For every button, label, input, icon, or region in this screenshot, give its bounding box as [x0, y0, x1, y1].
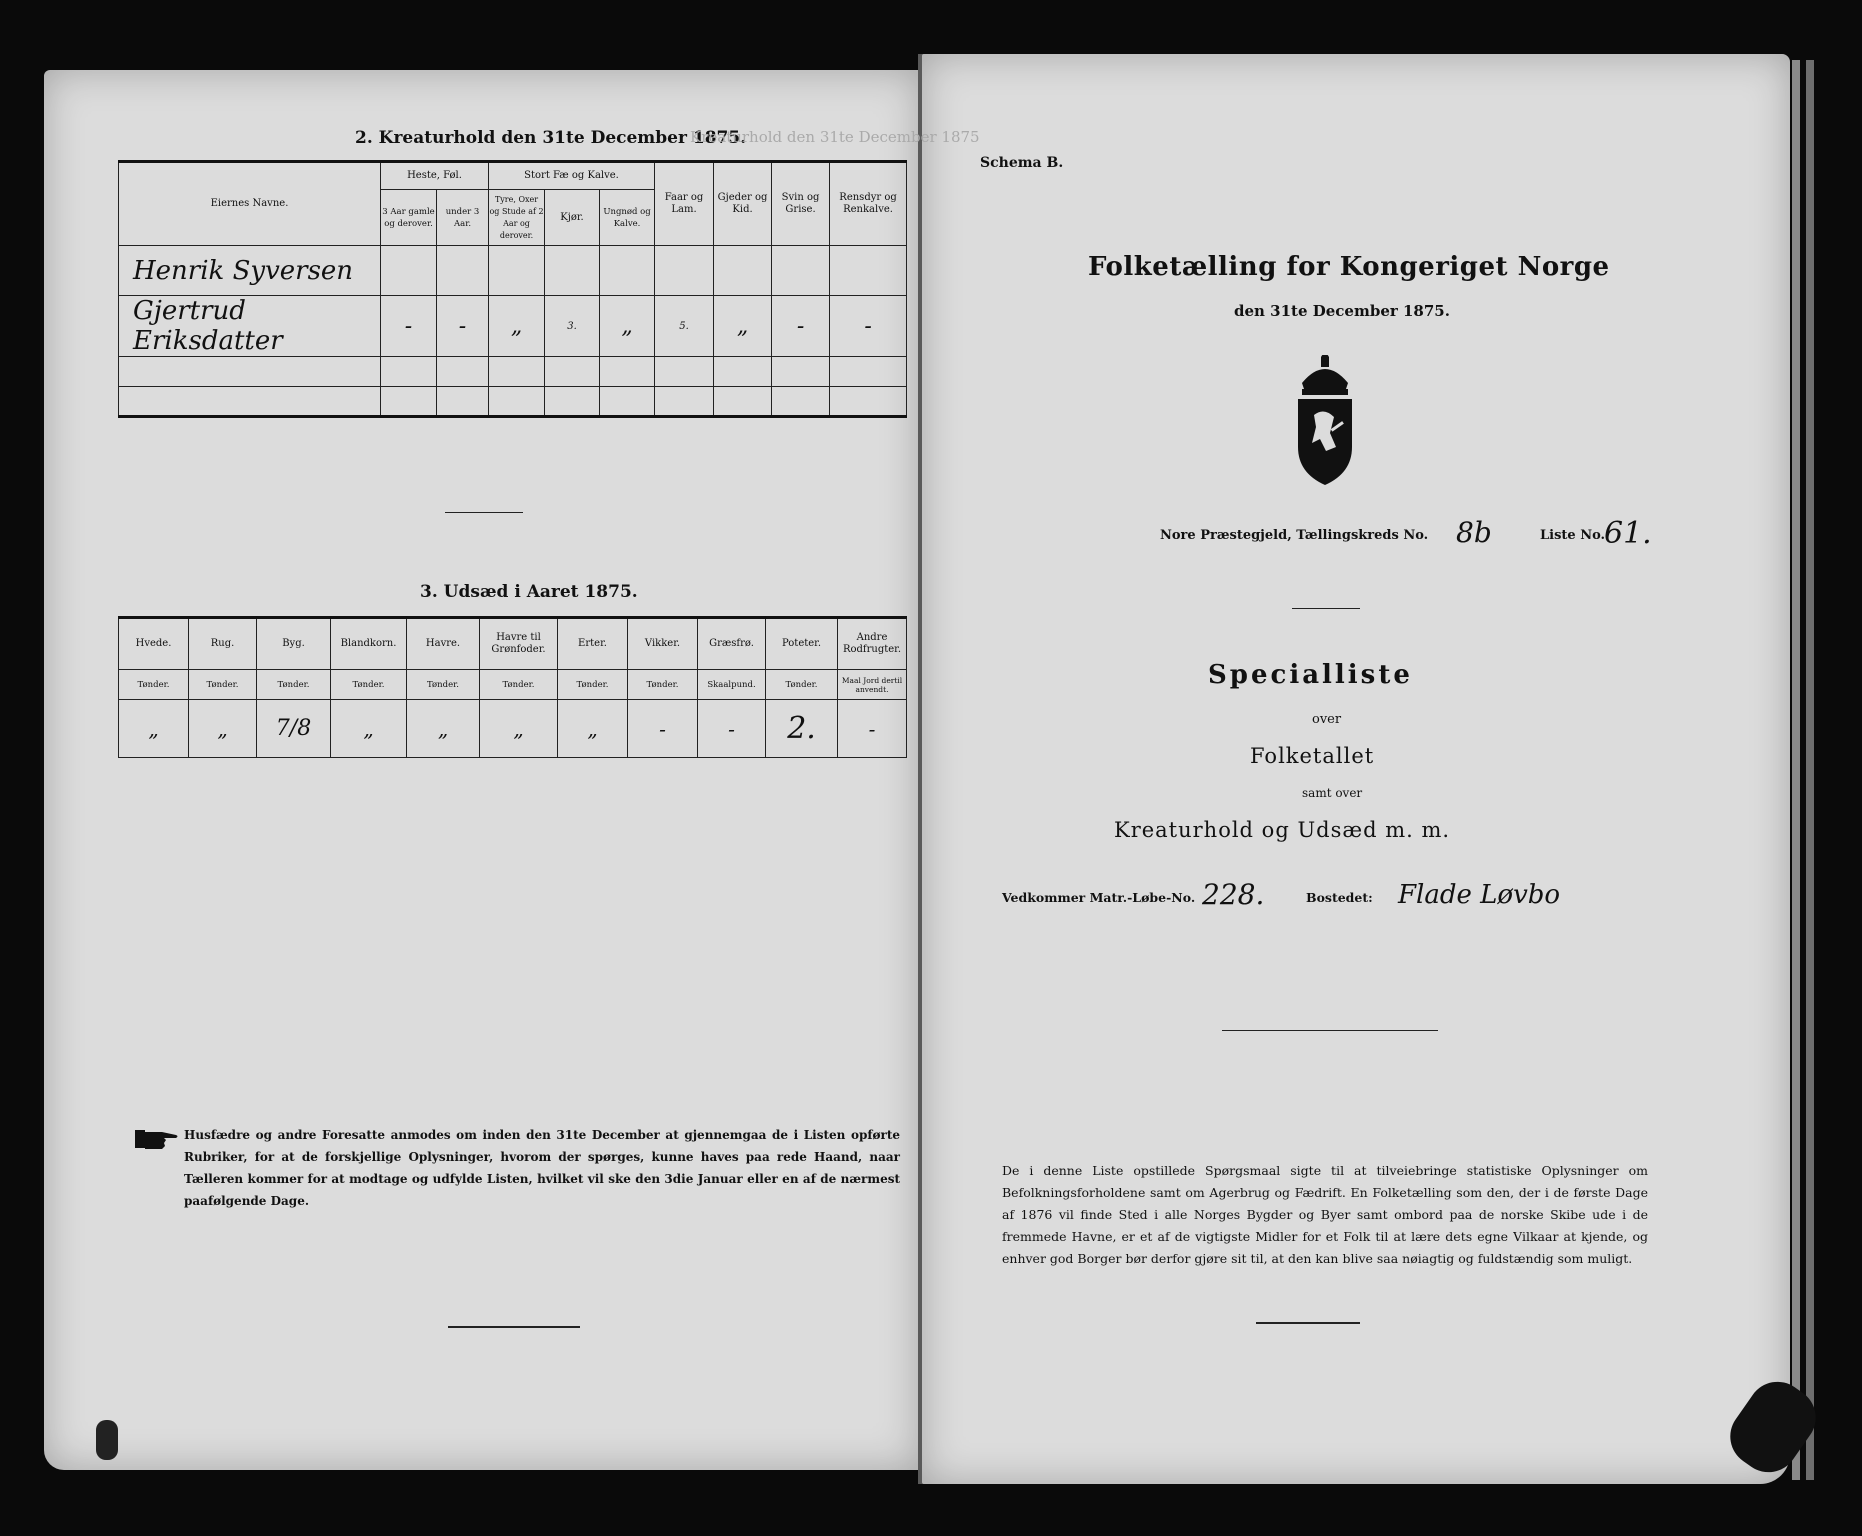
sowing-header: Græsfrø.: [698, 618, 766, 670]
col-svin-header: Svin og Grise.: [772, 162, 830, 246]
sowing-table: [118, 616, 907, 758]
sowing-unit: Tønder.: [119, 670, 189, 700]
col-gjeder-header: Gjeder og Kid.: [714, 162, 772, 246]
sowing-header: Havre.: [407, 618, 480, 670]
sowing-value: „: [189, 700, 257, 758]
liste-no: 61.: [1604, 516, 1652, 551]
page-edge: [1806, 60, 1814, 1480]
sowing-unit: Tønder.: [766, 670, 838, 700]
specialliste-title: Specialliste: [1208, 660, 1413, 690]
matr-no: 228.: [1202, 878, 1265, 911]
table-row: [119, 357, 907, 387]
col-rens-header: Rensdyr og Renkalve.: [830, 162, 907, 246]
table-row: [119, 296, 907, 357]
binding-clip: [96, 1420, 118, 1460]
bleed-through-text: Kreaturhold den 31te December 1875: [690, 128, 980, 146]
divider: [1292, 608, 1360, 609]
sowing-header: Byg.: [257, 618, 331, 670]
col-stort-a: Tyre, Oxer og Stude af 2 Aar og derover.: [489, 190, 545, 246]
value-cell: „: [600, 296, 655, 357]
sowing-unit: Tønder.: [257, 670, 331, 700]
col-stort-c: Ungnød og Kalve.: [600, 190, 655, 246]
owner-name-2: Gjertrud Eriksdatter: [133, 296, 283, 356]
sowing-unit: Maal Jord dertil anvendt.: [838, 670, 907, 700]
sowing-unit: Tønder.: [558, 670, 628, 700]
value-cell: -: [772, 296, 830, 357]
divider: [445, 512, 523, 513]
col-heste-b: under 3 Aar.: [437, 190, 489, 246]
col-heste-header: Heste, Føl.: [381, 162, 489, 190]
sowing-header: Rug.: [189, 618, 257, 670]
divider: [1256, 1322, 1360, 1324]
section3-title: 3. Udsæd i Aaret 1875.: [420, 582, 638, 602]
liste-label: Liste No.: [1540, 528, 1606, 543]
sowing-unit: Tønder.: [480, 670, 558, 700]
col-stort-header: Stort Fæ og Kalve.: [489, 162, 655, 190]
bostedet-value: Flade Løvbo: [1398, 880, 1561, 910]
sowing-header: Hvede.: [119, 618, 189, 670]
value-cell: -: [830, 296, 907, 357]
kreds-no: 8b: [1456, 516, 1492, 549]
value-cell: „: [489, 296, 545, 357]
value-cell: -: [381, 296, 437, 357]
sowing-header: Andre Rodfrugter.: [838, 618, 907, 670]
sowing-value: „: [558, 700, 628, 758]
sowing-unit: Tønder.: [189, 670, 257, 700]
table-row: [119, 700, 907, 758]
coat-of-arms-icon: [1290, 355, 1360, 490]
col-heste-a: 3 Aar gamle og derover.: [381, 190, 437, 246]
page-edge: [1792, 60, 1800, 1480]
sowing-unit: Tønder.: [331, 670, 407, 700]
over-text: over: [1312, 712, 1342, 727]
samt-over-text: samt over: [1302, 786, 1363, 800]
sowing-value: -: [628, 700, 698, 758]
sowing-value: „: [407, 700, 480, 758]
divider: [1222, 1030, 1438, 1031]
value-cell: 5.: [655, 296, 714, 357]
sowing-header: Erter.: [558, 618, 628, 670]
owner-name-cell: [119, 296, 381, 357]
prestegjeld-label: Nore Præstegjeld, Tællingskreds No.: [1160, 528, 1429, 543]
main-title: Folketælling for Kongeriget Norge: [1088, 252, 1610, 282]
table-row: [119, 387, 907, 417]
census-date: den 31te December 1875.: [1234, 302, 1450, 320]
value-cell: -: [437, 296, 489, 357]
bostedet-label: Bostedet:: [1306, 890, 1373, 905]
sowing-header: Havre til Grønfoder.: [480, 618, 558, 670]
matr-label: Vedkommer Matr.-Løbe-No.: [1002, 890, 1196, 905]
info-paragraph: De i denne Liste opstillede Spørgsmaal sigte til at tilveiebringe statistiske Oplysninger om Befolkningsforholdene samt om Agerbrug og Fædrift. En Folketælling som den, der i de første Dage af 1876 vil finde Sted i alle Norges Bygder og Byer samt ombord paa de norske Skibe ude i de fremmede Havne, er et af de vigtigste Midler for et Folk til at lære dets egne Vilkaar at kjende, og enhver god Borger bør derfor gjøre sit til, at den kan blive saa nøiagtig og fuldstændig som muligt.: [1002, 1163, 1648, 1266]
divider: [448, 1326, 580, 1328]
section2-title: 2. Kreaturhold den 31te December 1875.: [355, 128, 747, 148]
sowing-value: 7/8: [257, 700, 331, 758]
pointing-hand-icon: [134, 1126, 180, 1152]
sowing-value: -: [838, 700, 907, 758]
livestock-table: [118, 160, 907, 418]
sowing-header: Poteter.: [766, 618, 838, 670]
col-owner-header: Eiernes Navne.: [119, 162, 381, 246]
table-row: [119, 246, 907, 296]
owner-name-cell: [119, 246, 381, 296]
value-cell: „: [714, 296, 772, 357]
value-cell: 3.: [545, 296, 600, 357]
sowing-unit: Tønder.: [407, 670, 480, 700]
sowing-unit: Tønder.: [628, 670, 698, 700]
sowing-header: Blandkorn.: [331, 618, 407, 670]
col-faar-header: Faar og Lam.: [655, 162, 714, 246]
sowing-value: „: [480, 700, 558, 758]
sowing-value: „: [331, 700, 407, 758]
kreaturhold-udsaed-text: Kreaturhold og Udsæd m. m.: [1114, 818, 1451, 842]
sowing-value: 2.: [766, 700, 838, 758]
sowing-value: -: [698, 700, 766, 758]
owner-name-1: Henrik Syversen: [133, 255, 354, 286]
sowing-header: Vikker.: [628, 618, 698, 670]
sowing-unit: Skaalpund.: [698, 670, 766, 700]
schema-label: Schema B.: [980, 155, 1064, 171]
notice-text: Husfædre og andre Foresatte anmodes om inden den 31te December at gjennemgaa de i Listen opførte Rubriker, for at de forskjellige Oplysninger, hvorom der spørges, kunne haves paa rede Haand, naar Tælleren kommer for at modtage og udfylde Listen, hvilket vil ske den 3die Januar eller en af de nærmest paafølgende Dage.: [184, 1128, 900, 1208]
folketallet-text: Folketallet: [1250, 744, 1375, 768]
sowing-value: „: [119, 700, 189, 758]
col-stort-b: Kjør.: [545, 190, 600, 246]
